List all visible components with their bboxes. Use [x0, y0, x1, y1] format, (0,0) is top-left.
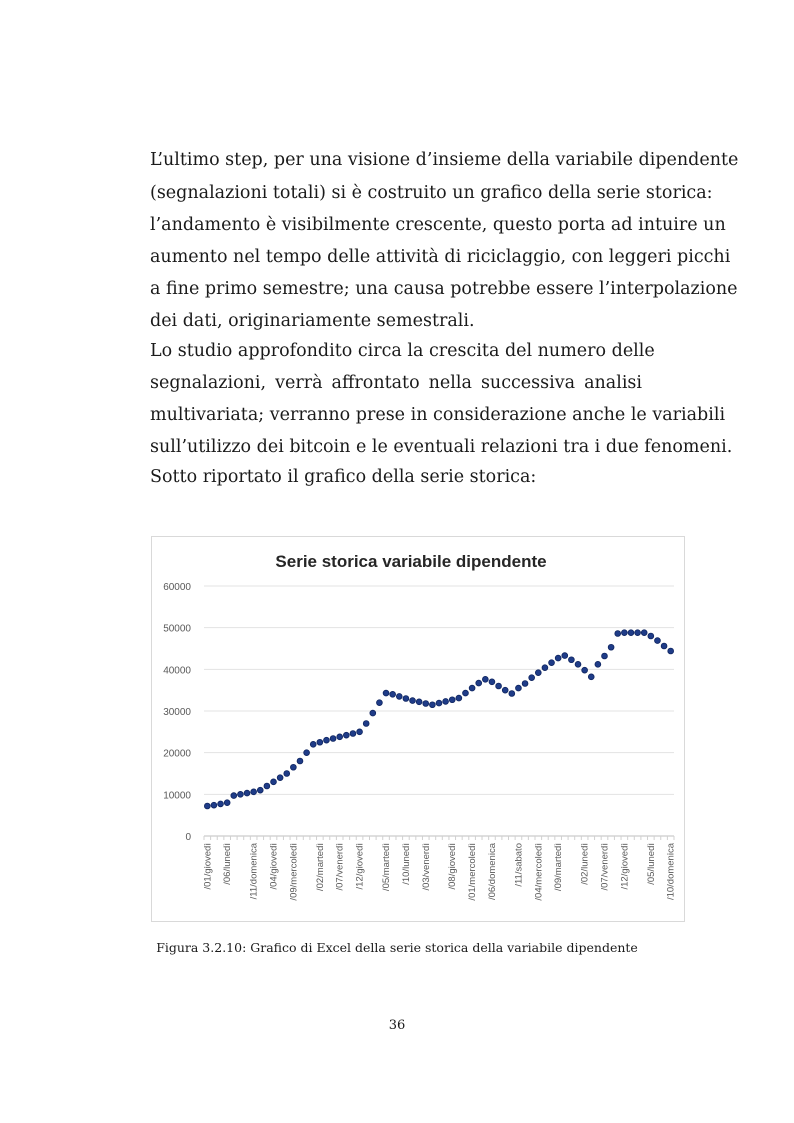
data-point: [489, 679, 495, 685]
data-point: [204, 803, 210, 809]
x-tick-label: /01/giovedì: [202, 843, 214, 890]
data-point: [244, 790, 250, 796]
data-point: [628, 630, 634, 636]
data-point: [224, 800, 230, 806]
data-point: [343, 732, 349, 738]
figure-caption: Figura 3.2.10: Grafico di Excel della serie storica della variabile dipendente: [156, 940, 638, 955]
data-point: [317, 739, 323, 745]
x-tick-label: /01/mercoledì: [467, 843, 479, 901]
data-point: [290, 764, 296, 770]
chart-title: Serie storica variabile dipendente: [275, 552, 547, 571]
y-tick-label: 60000: [163, 582, 191, 593]
data-point: [621, 630, 627, 636]
body-text-line: aumento nel tempo delle attività di riciclaggio, con leggeri picchi: [150, 247, 731, 267]
y-tick-label: 20000: [163, 748, 191, 760]
data-point: [602, 653, 608, 659]
data-point: [410, 698, 416, 704]
data-point: [330, 736, 336, 742]
y-tick-label: 0: [185, 832, 191, 843]
data-point: [310, 741, 316, 747]
data-point: [284, 771, 290, 777]
data-point: [542, 665, 548, 671]
data-point: [608, 644, 614, 650]
body-text-line: L’ultimo step, per una visione d’insieme della variabile dipendente: [150, 150, 739, 170]
body-text-line: multivariata; verranno prese in considerazione anche le variabili: [150, 405, 726, 425]
x-tick-label: /03/venerdì: [420, 843, 432, 891]
data-point: [238, 791, 244, 797]
x-tick-label: /09/martedì: [553, 843, 565, 892]
data-point: [363, 721, 369, 727]
x-tick-label: /11/domenica: [248, 843, 260, 900]
data-point: [595, 661, 601, 667]
data-point: [463, 690, 469, 696]
x-axis-tick-labels: [202, 842, 676, 900]
data-point: [522, 681, 528, 687]
data-point: [635, 630, 641, 636]
data-point: [562, 653, 568, 659]
data-point: [324, 737, 330, 743]
body-text-line: a fine primo semestre; una causa potrebbe essere l’interpolazione: [150, 279, 738, 299]
body-text-line: segnalazioni, verrà affrontato nella successiva analisi: [150, 373, 642, 393]
x-tick-label: /10/lunedì: [400, 843, 412, 885]
data-point: [496, 683, 502, 689]
body-text-line: Sotto riportato il grafico della serie storica:: [150, 467, 537, 487]
data-point: [529, 675, 535, 681]
data-point: [549, 660, 555, 666]
x-tick-label: /07/venerdì: [599, 843, 611, 891]
time-series-chart: [152, 537, 686, 923]
data-point: [555, 655, 561, 661]
y-axis-tick-labels: [163, 582, 191, 843]
x-tick-label: /04/giovedì: [268, 843, 280, 890]
data-point: [377, 700, 383, 706]
data-point: [535, 670, 541, 676]
data-point: [337, 734, 343, 740]
body-text-line: sull’utilizzo dei bitcoin e le eventuali relazioni tra i due fenomeni.: [150, 437, 733, 457]
x-tick-label: /08/giovedì: [447, 843, 459, 890]
data-point: [218, 801, 224, 807]
data-point: [416, 699, 422, 705]
data-point: [357, 729, 363, 735]
data-point: [443, 699, 449, 705]
data-point: [436, 700, 442, 706]
data-point: [231, 793, 237, 799]
data-point: [423, 701, 429, 707]
data-point: [396, 694, 402, 700]
x-tick-label: /12/giovedì: [354, 843, 366, 890]
data-point: [509, 691, 515, 697]
y-tick-label: 30000: [163, 707, 191, 718]
data-point: [304, 750, 310, 756]
data-point: [661, 643, 667, 649]
data-point: [641, 630, 647, 636]
x-tick-label: /04/mercoledì: [533, 843, 545, 901]
series-markers: [204, 630, 673, 809]
page-number: 36: [388, 1018, 406, 1033]
x-tick-label: /07/venerdì: [334, 843, 346, 891]
data-point: [502, 687, 508, 693]
data-point: [482, 676, 488, 682]
x-tick-label: /06/lunedì: [222, 843, 234, 885]
x-axis: [204, 836, 674, 840]
y-tick-label: 50000: [163, 623, 191, 635]
data-point: [668, 648, 674, 654]
data-point: [297, 758, 303, 764]
body-text-line: l’andamento è visibilmente crescente, questo porta ad intuire un: [150, 215, 726, 235]
data-point: [271, 779, 277, 785]
data-point: [403, 696, 409, 702]
data-point: [264, 783, 270, 789]
data-point: [516, 685, 522, 691]
data-point: [615, 631, 621, 637]
data-point: [469, 685, 475, 691]
x-tick-label: /06/domenica: [486, 843, 498, 901]
body-text-line: (segnalazioni totali) si è costruito un grafico della serie storica:: [150, 183, 713, 203]
body-text-line: Lo studio approfondito circa la crescita del numero delle: [150, 341, 655, 361]
x-tick-label: /10/domenica: [665, 843, 677, 901]
x-tick-label: /02/martedì: [314, 843, 326, 892]
gridlines: [204, 586, 674, 794]
data-point: [350, 731, 356, 737]
y-tick-label: 40000: [163, 665, 191, 677]
x-tick-label: /11/sabato: [513, 843, 525, 887]
data-point: [211, 802, 217, 808]
data-point: [370, 710, 376, 716]
data-point: [456, 695, 462, 701]
data-point: [588, 674, 594, 680]
body-text-line: dei dati, originariamente semestrali.: [150, 311, 475, 331]
data-point: [390, 691, 396, 697]
data-point: [655, 638, 661, 644]
data-point: [429, 702, 435, 708]
data-point: [383, 690, 389, 696]
data-point: [648, 633, 654, 639]
data-point: [568, 657, 574, 663]
y-tick-label: 10000: [163, 790, 191, 802]
x-tick-label: /05/lunedì: [645, 843, 657, 885]
chart-frame: [151, 536, 685, 922]
x-tick-label: /02/lunedì: [579, 843, 591, 885]
data-point: [476, 680, 482, 686]
data-point: [277, 775, 283, 781]
data-point: [257, 787, 263, 793]
data-point: [582, 667, 588, 673]
x-tick-label: /09/mercoledì: [288, 843, 300, 901]
data-point: [575, 661, 581, 667]
x-tick-label: /12/giovedì: [619, 843, 631, 890]
x-tick-label: /05/martedì: [381, 843, 393, 892]
data-point: [449, 697, 455, 703]
data-point: [251, 789, 257, 795]
